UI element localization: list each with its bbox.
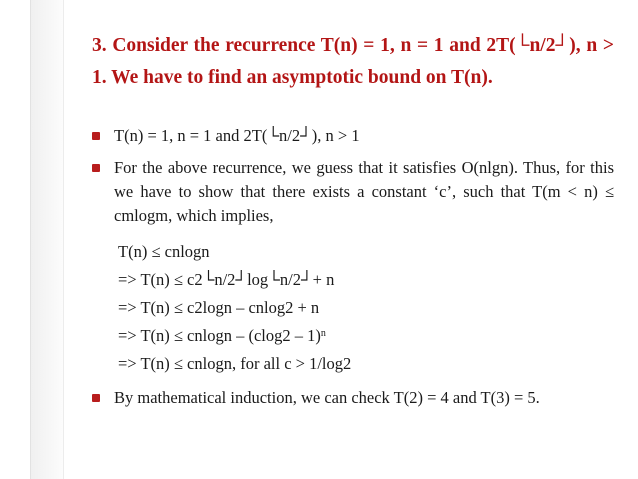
bullet-text: For the above recurrence, we guess that it satisfies O(nlgn). Thus, for this we have to show that there exists a constant ‘c’, such that T(m < n) ≤ cmlogm, which implies, [114,158,614,225]
square-bullet-icon [92,132,100,140]
bullet-item [92,124,614,148]
bullet-item [92,386,614,410]
bullet-text: By mathematical induction, we can check T(2) = 4 and T(3) = 5. [114,388,540,407]
equation-line [92,322,614,350]
equation-superscript: n [320,328,326,339]
slide-content [92,124,614,410]
bullet-text: T(n) = 1, n = 1 and 2T(└n/2┘), n > 1 [114,126,360,145]
square-bullet-icon [92,394,100,402]
equation-line: => T(n) ≤ cnlogn, for all c > 1/log2 [118,354,352,373]
equation-line: => T(n) ≤ c2└n/2┘log└n/2┘+ n [118,270,335,289]
bullet-item [92,156,614,228]
equation-line: => T(n) ≤ c2logn – cnlog2 + n [118,298,320,317]
decorative-side-stripe [30,0,64,479]
slide-title: 3. Consider the recurrence T(n) = 1, n = 1 and 2T(└n/2┘), n > 1. We have to find an asymptotic bound on T(n). [92,35,614,88]
equation-line: T(n) ≤ cnlogn [118,242,210,261]
equation-text: => T(n) ≤ cnlogn – (clog2 – 1) [118,326,321,345]
square-bullet-icon [92,164,100,172]
